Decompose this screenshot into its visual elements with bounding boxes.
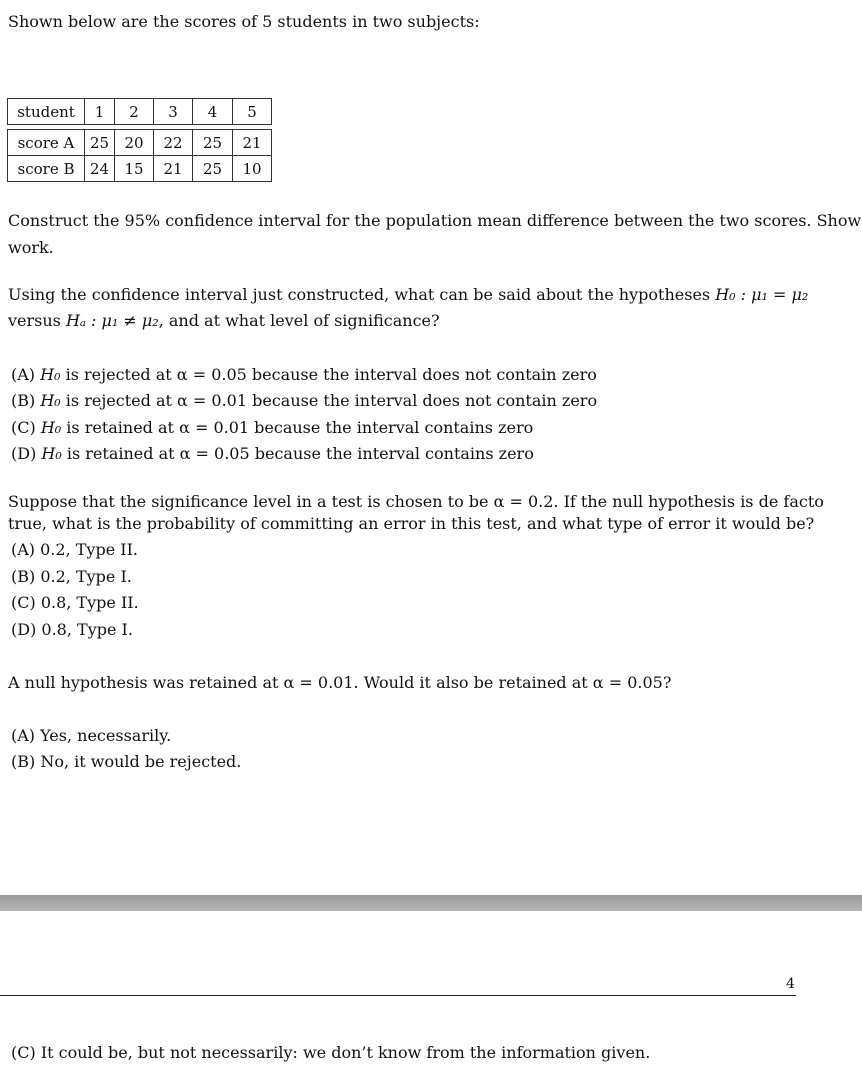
q4-option-b: (B) No, it would be rejected. [11, 752, 242, 771]
q3-line-1: Suppose that the significance level in a test is chosen to be α = 0.2. If the null hypothesis is de facto [8, 492, 824, 511]
option-letter: (D) [11, 444, 37, 463]
table-cell: 25 [193, 156, 233, 182]
q1-line-1: Construct the 95% confidence interval for the population mean difference between the two scores. Show [8, 211, 862, 230]
table-header-cell: 5 [233, 99, 272, 125]
table-cell: 21 [154, 156, 193, 182]
q3-option-c: (C) 0.8, Type II. [11, 593, 139, 612]
scores-table-body [7, 129, 272, 182]
footer-rule [0, 995, 796, 996]
h0-equation: H₀ : μ₁ = μ₂ [715, 285, 809, 304]
q1-line-2: work. [8, 238, 54, 257]
page-number: 4 [786, 976, 795, 992]
q3-option-a: (A) 0.2, Type II. [11, 540, 138, 559]
table-cell: 21 [233, 130, 272, 156]
table-header-cell: 4 [193, 99, 233, 125]
table-header-cell: student [8, 99, 85, 125]
option-text: is rejected at α = 0.01 because the interval does not contain zero [60, 391, 598, 410]
q2-text-a: Using the confidence interval just constructed, what can be said about the hypotheses [8, 285, 716, 304]
table-row [8, 156, 272, 182]
option-hypothesis: H₀ [41, 444, 62, 463]
option-hypothesis: H₀ [40, 365, 61, 384]
ha-equation: Hₐ : μ₁ ≠ μ₂ [65, 311, 159, 330]
q3-line-2: true, what is the probability of committing an error in this test, and what type of error it would be? [8, 514, 815, 533]
table-cell: 20 [115, 130, 154, 156]
table-cell: 24 [85, 156, 115, 182]
table-cell: 10 [233, 156, 272, 182]
table-cell: 22 [154, 130, 193, 156]
table-cell: 25 [85, 130, 115, 156]
q2-option-b [11, 391, 597, 410]
q4-option-c: (C) It could be, but not necessarily: we don’t know from the information given. [11, 1043, 651, 1062]
option-text: is rejected at α = 0.05 because the interval does not contain zero [60, 365, 597, 384]
table-row [8, 130, 272, 156]
table-header-cell: 3 [154, 99, 193, 125]
q4-text: A null hypothesis was retained at α = 0.01. Would it also be retained at α = 0.05? [8, 673, 672, 692]
table-cell: 15 [115, 156, 154, 182]
q3-option-b: (B) 0.2, Type I. [11, 567, 132, 586]
q2-option-a [11, 365, 597, 384]
q2-line-2 [8, 311, 440, 330]
q4-option-a: (A) Yes, necessarily. [11, 726, 172, 745]
table-header-cell: 1 [85, 99, 115, 125]
q2-option-d [11, 444, 534, 463]
intro-text: Shown below are the scores of 5 students in two subjects: [8, 12, 480, 31]
option-text: is retained at α = 0.01 because the interval contains zero [61, 418, 534, 437]
table-header-row [8, 99, 272, 125]
q2-option-c [11, 418, 533, 437]
q3-option-d: (D) 0.8, Type I. [11, 620, 133, 639]
option-letter: (C) [11, 418, 36, 437]
q2-text-b: versus [8, 311, 66, 330]
table-cell: score A [8, 130, 85, 156]
table-header-cell: 2 [115, 99, 154, 125]
option-letter: (A) [11, 365, 36, 384]
table-cell: score B [8, 156, 85, 182]
page-separator [0, 895, 862, 911]
option-hypothesis: H₀ [40, 418, 62, 437]
table-cell: 25 [193, 130, 233, 156]
option-hypothesis: H₀ [40, 391, 61, 410]
option-letter: (B) [11, 391, 36, 410]
q2-text-c: , and at what level of significance? [158, 311, 440, 330]
q2-line-1 [8, 285, 808, 304]
option-text: is retained at α = 0.05 because the interval contains zero [61, 444, 534, 463]
scores-table-header [7, 98, 272, 125]
